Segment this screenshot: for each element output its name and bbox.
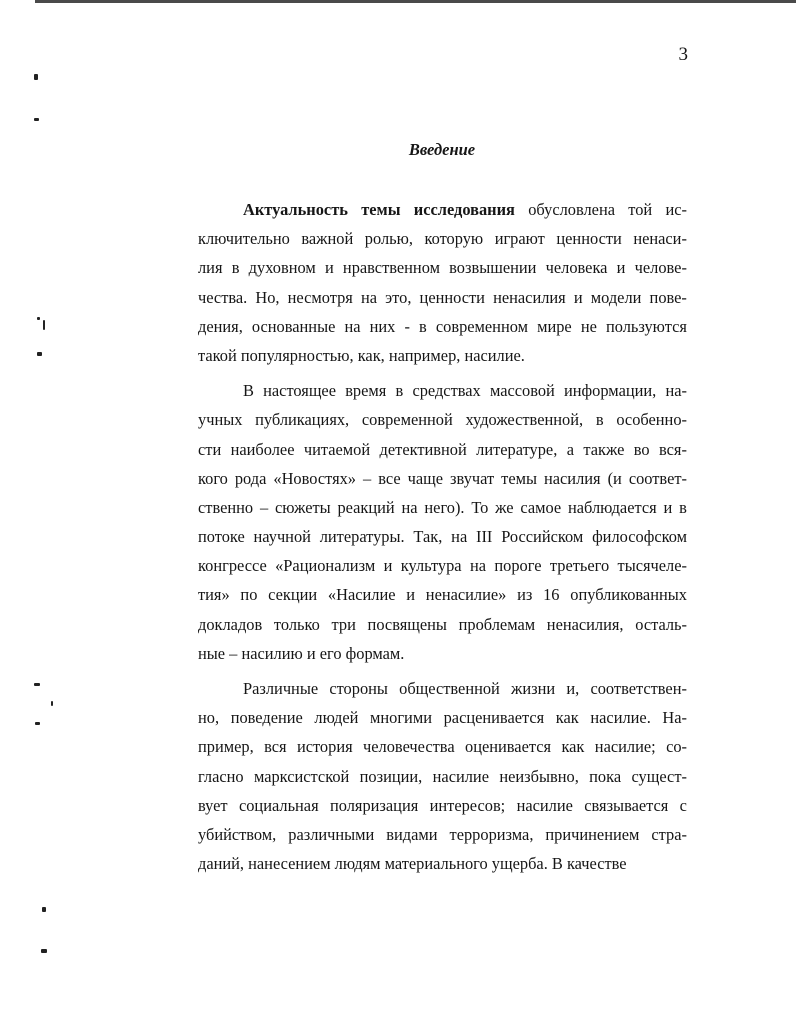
word: же bbox=[495, 497, 514, 517]
word: три bbox=[331, 614, 356, 634]
word: и bbox=[406, 585, 416, 605]
word: и, bbox=[566, 679, 580, 698]
word: нанесением bbox=[248, 854, 335, 874]
word: чества. bbox=[198, 287, 248, 307]
word: литературе, bbox=[476, 439, 558, 459]
word: современном bbox=[435, 316, 528, 336]
word: учных bbox=[198, 410, 243, 430]
word: обусловлена bbox=[528, 200, 615, 219]
word: важной bbox=[301, 229, 354, 249]
word: ненаси- bbox=[633, 229, 687, 249]
word: модели bbox=[590, 287, 642, 307]
word: жизни bbox=[511, 679, 556, 698]
scan-speck bbox=[34, 118, 39, 121]
word: пока bbox=[589, 766, 622, 786]
word: На- bbox=[662, 708, 687, 728]
word: интересов; bbox=[429, 795, 506, 815]
word: «Насилие bbox=[327, 585, 396, 605]
text-line bbox=[198, 551, 687, 580]
word: материального bbox=[384, 854, 492, 874]
word: в bbox=[595, 410, 604, 430]
word: насилию bbox=[241, 643, 307, 663]
text-line bbox=[198, 283, 687, 312]
word: из bbox=[517, 585, 533, 605]
word: только bbox=[273, 614, 320, 634]
word: Различные bbox=[243, 679, 319, 698]
text-line bbox=[198, 791, 687, 820]
word: той bbox=[628, 200, 653, 219]
word: связывается bbox=[584, 795, 669, 815]
word: темы bbox=[501, 468, 537, 488]
word: вся bbox=[264, 737, 287, 757]
word: То bbox=[471, 497, 489, 517]
text-line bbox=[198, 820, 687, 849]
word: проблемам bbox=[458, 614, 536, 634]
word: как bbox=[555, 708, 579, 728]
text-line bbox=[198, 732, 687, 761]
word: общественной bbox=[399, 679, 500, 698]
word: ные bbox=[198, 643, 230, 663]
word: осталь- bbox=[635, 614, 687, 634]
word: человека bbox=[545, 258, 608, 278]
word: не bbox=[580, 316, 597, 336]
word: них bbox=[369, 316, 396, 336]
word: (и bbox=[607, 468, 622, 488]
word: насилие; bbox=[594, 737, 656, 757]
word: вся- bbox=[658, 439, 687, 459]
word: оценивается bbox=[465, 737, 552, 757]
scan-speck bbox=[37, 317, 40, 320]
word: Актуальность bbox=[243, 200, 348, 219]
word: реакций bbox=[337, 497, 395, 517]
word: несмотря bbox=[287, 287, 353, 307]
word: конгрессе bbox=[198, 556, 267, 576]
text-line bbox=[198, 639, 687, 668]
word: время bbox=[345, 381, 387, 401]
word: темы bbox=[361, 200, 401, 219]
scan-top-border bbox=[35, 0, 796, 3]
word: чаще bbox=[407, 468, 444, 488]
word: наиболее bbox=[230, 439, 295, 459]
text-line bbox=[198, 253, 687, 282]
word: насилие bbox=[516, 795, 573, 815]
word: как, bbox=[357, 345, 389, 365]
scan-speck bbox=[37, 352, 42, 356]
word: все bbox=[378, 468, 401, 488]
word: позиции, bbox=[359, 766, 423, 786]
word: стороны bbox=[329, 679, 388, 698]
word: сущест- bbox=[631, 766, 687, 786]
section-heading: Введение bbox=[408, 140, 476, 159]
word: пример, bbox=[198, 737, 254, 757]
word: соответ- bbox=[628, 468, 687, 488]
word: тия» bbox=[198, 585, 230, 605]
word: формам. bbox=[345, 643, 405, 663]
word: насилие. bbox=[464, 345, 525, 365]
word: ценности bbox=[419, 287, 485, 307]
word: это, bbox=[385, 287, 412, 307]
text-line bbox=[198, 435, 687, 464]
word: докладов bbox=[198, 614, 263, 634]
scan-speck bbox=[34, 683, 40, 686]
scan-speck bbox=[41, 949, 47, 953]
word: поляризация bbox=[329, 795, 419, 815]
word: на- bbox=[665, 381, 687, 401]
word: насилие. bbox=[590, 708, 651, 728]
word: людей bbox=[314, 708, 359, 728]
word: во bbox=[633, 439, 650, 459]
word: насилие bbox=[432, 766, 489, 786]
word: возвышении bbox=[449, 258, 537, 278]
word: читаемой bbox=[303, 439, 371, 459]
word: публикациях, bbox=[255, 410, 350, 430]
text-line bbox=[198, 376, 687, 405]
word: в bbox=[395, 381, 404, 401]
word: – bbox=[363, 468, 372, 488]
word: убийством, bbox=[198, 824, 277, 844]
word: на bbox=[344, 316, 361, 336]
word: средствах bbox=[412, 381, 481, 401]
word: – bbox=[229, 643, 242, 663]
word: - bbox=[404, 316, 410, 336]
word: посвящены bbox=[367, 614, 447, 634]
word: основанные bbox=[251, 316, 336, 336]
word: самое bbox=[520, 497, 562, 517]
word: духовном bbox=[248, 258, 316, 278]
body-text bbox=[198, 195, 687, 878]
word: и bbox=[616, 258, 626, 278]
word: «Рационализм bbox=[275, 556, 376, 576]
word: такой bbox=[198, 345, 241, 365]
word: различными bbox=[288, 824, 375, 844]
word: культура bbox=[400, 556, 462, 576]
text-line bbox=[198, 703, 687, 732]
text-line bbox=[198, 580, 687, 609]
word: ключительно bbox=[198, 229, 290, 249]
text-line bbox=[198, 762, 687, 791]
word: В bbox=[551, 854, 567, 874]
scan-speck bbox=[42, 907, 46, 912]
word: например, bbox=[388, 345, 465, 365]
word: опубликованных bbox=[570, 585, 687, 605]
word: на bbox=[401, 497, 418, 517]
word: играют bbox=[494, 229, 545, 249]
word: Так, bbox=[413, 527, 443, 547]
word: 16 bbox=[543, 585, 560, 605]
text-line bbox=[198, 405, 687, 434]
word: ственно bbox=[198, 497, 254, 517]
scan-speck bbox=[35, 722, 40, 725]
word: исследования bbox=[413, 200, 515, 219]
word: в bbox=[419, 316, 427, 336]
word: также bbox=[583, 439, 625, 459]
scan-speck bbox=[43, 320, 45, 330]
word: челове- bbox=[634, 258, 687, 278]
word: дения, bbox=[198, 316, 243, 336]
word: и bbox=[306, 643, 320, 663]
word: и bbox=[573, 287, 583, 307]
word: современной bbox=[361, 410, 453, 430]
word: человечества bbox=[363, 737, 455, 757]
word: марксистской bbox=[253, 766, 350, 786]
word: Но, bbox=[255, 287, 280, 307]
scan-speck bbox=[51, 701, 53, 706]
word: тысячеле- bbox=[617, 556, 687, 576]
word: сти bbox=[198, 439, 222, 459]
word: ролью, bbox=[364, 229, 413, 249]
word: потоке bbox=[198, 527, 245, 547]
page-number: 3 bbox=[678, 44, 688, 65]
word: литературы. bbox=[319, 527, 405, 547]
text-line bbox=[198, 464, 687, 493]
word: видами bbox=[386, 824, 438, 844]
word: звучат bbox=[450, 468, 495, 488]
word: ущерба. bbox=[491, 854, 552, 874]
word: с bbox=[679, 795, 687, 815]
word: но, bbox=[198, 708, 220, 728]
text-line bbox=[198, 224, 687, 253]
word: стра- bbox=[651, 824, 687, 844]
text-line bbox=[198, 610, 687, 639]
word: Российском bbox=[501, 527, 584, 547]
word: художественной, bbox=[465, 410, 584, 430]
word: по bbox=[240, 585, 258, 605]
word: которую bbox=[424, 229, 484, 249]
text-line bbox=[198, 849, 687, 878]
word: настоящее bbox=[263, 381, 336, 401]
word: его bbox=[319, 643, 346, 663]
text-line bbox=[198, 522, 687, 551]
text-line bbox=[198, 341, 687, 370]
word: «Новостях» bbox=[273, 468, 357, 488]
word: информации, bbox=[564, 381, 657, 401]
word: расценивается bbox=[443, 708, 545, 728]
word: причинением bbox=[545, 824, 640, 844]
word: неизбывно, bbox=[499, 766, 579, 786]
word: III bbox=[476, 527, 493, 547]
text-line bbox=[198, 493, 687, 522]
word: в bbox=[679, 497, 687, 517]
word: гласно bbox=[198, 766, 244, 786]
word: качестве bbox=[566, 854, 627, 874]
text-line bbox=[198, 674, 687, 703]
word: сюжеты bbox=[274, 497, 331, 517]
scan-speck bbox=[34, 74, 38, 80]
word: терроризма, bbox=[449, 824, 534, 844]
word: секции bbox=[268, 585, 318, 605]
word: даний, bbox=[198, 854, 249, 874]
word: научной bbox=[253, 527, 311, 547]
word: многими bbox=[370, 708, 432, 728]
word: детективной bbox=[379, 439, 467, 459]
word: а bbox=[566, 439, 574, 459]
word: пользуются bbox=[605, 316, 687, 336]
word: людям bbox=[334, 854, 385, 874]
word: массовой bbox=[489, 381, 555, 401]
word: ненасилия, bbox=[546, 614, 624, 634]
word: и bbox=[324, 258, 334, 278]
word: – bbox=[259, 497, 269, 517]
word: на bbox=[451, 527, 468, 547]
word: ненасилие» bbox=[425, 585, 507, 605]
word: ненасилия bbox=[493, 287, 566, 307]
word: особенно- bbox=[616, 410, 687, 430]
word: и bbox=[383, 556, 393, 576]
word: наблюдается bbox=[568, 497, 657, 517]
text-line bbox=[198, 312, 687, 341]
word: на bbox=[360, 287, 378, 307]
word: него). bbox=[424, 497, 465, 517]
word: философском bbox=[592, 527, 687, 547]
word: социальная bbox=[238, 795, 319, 815]
text-line bbox=[198, 195, 687, 224]
word: мире bbox=[537, 316, 572, 336]
word: на bbox=[469, 556, 487, 576]
word: пороге bbox=[494, 556, 542, 576]
word: ценности bbox=[556, 229, 622, 249]
word: нравственном bbox=[342, 258, 440, 278]
word: поведение bbox=[230, 708, 303, 728]
word: вует bbox=[198, 795, 228, 815]
word: популярностью, bbox=[240, 345, 358, 365]
word: в bbox=[231, 258, 240, 278]
word: соответствен- bbox=[590, 679, 687, 698]
word: пове- bbox=[649, 287, 687, 307]
word: насилия bbox=[543, 468, 601, 488]
word: история bbox=[296, 737, 353, 757]
word: В bbox=[243, 381, 254, 401]
word: и bbox=[663, 497, 673, 517]
word: ис- bbox=[665, 200, 687, 219]
word: лия bbox=[198, 258, 223, 278]
word: кого bbox=[198, 468, 228, 488]
word: как bbox=[561, 737, 585, 757]
word: третьего bbox=[549, 556, 610, 576]
word: со- bbox=[666, 737, 687, 757]
word: рода bbox=[234, 468, 267, 488]
